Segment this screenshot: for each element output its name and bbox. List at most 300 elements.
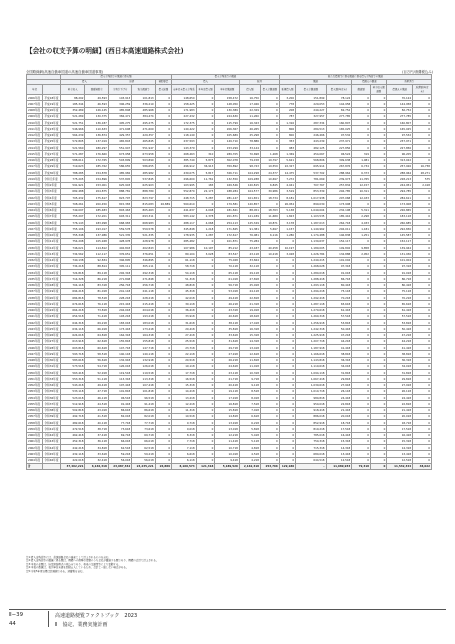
value-cell: 0	[196, 282, 215, 288]
era-year-cell: 平成24年度	[44, 133, 59, 138]
value-cell: 24,235,221	[132, 463, 155, 469]
value-cell: 0	[413, 251, 432, 257]
value-cell: 13,418	[326, 451, 352, 457]
value-cell: 2,162,318	[239, 463, 260, 469]
value-cell: 0	[370, 313, 386, 319]
value-cell: 345,848	[172, 226, 197, 232]
value-cell: 21,718	[215, 376, 240, 382]
note: 注3:本表の金額は、協定締結時点の見込みであり、将来の交通量等により変動する。	[26, 562, 121, 566]
value-cell: 149,710	[215, 138, 240, 144]
value-cell: 3,178	[279, 220, 295, 226]
era-year-cell: 令和21年度	[44, 301, 59, 306]
value-cell: 101,651	[239, 195, 260, 201]
era-year-cell: 令和9年度	[43, 226, 61, 232]
value-cell: 823,797	[132, 195, 155, 201]
value-cell: 51,318	[172, 276, 197, 282]
value-cell: 13,218	[172, 395, 197, 401]
value-cell: 10,311	[352, 188, 371, 194]
value-cell: 82,018	[108, 413, 131, 419]
value-cell: 0	[279, 282, 295, 288]
value-cell: 42,018	[172, 295, 197, 301]
value-cell: 19,118	[172, 363, 197, 369]
value-cell: 60,618	[85, 345, 108, 351]
value-cell: 0	[155, 132, 171, 138]
value-cell: 591,921	[60, 182, 85, 188]
era-year-cell: 令和41年度	[44, 426, 59, 431]
value-cell: 152,117	[326, 238, 352, 244]
value-cell: 33,618	[215, 332, 240, 338]
value-cell: 57,518	[387, 313, 413, 319]
value-cell: 147,718	[108, 345, 131, 351]
value-cell: 353	[279, 138, 295, 144]
era-year-cell: 令和27年度	[44, 339, 59, 344]
value-cell: 160,807	[326, 120, 352, 126]
era-year-cell: 令和13年度	[44, 251, 59, 256]
value-cell: 0	[260, 457, 279, 463]
value-cell: 292,318	[108, 270, 131, 276]
era-year-cell: 平成27年度	[44, 151, 59, 156]
value-cell: 173,908	[387, 201, 413, 207]
value-cell: 78,518	[85, 295, 108, 301]
era-year-cell: 令和43年度	[44, 439, 59, 444]
era-year-cell: 平成26年度	[44, 145, 59, 150]
value-cell: 502,818	[60, 407, 85, 413]
value-cell: 402,843	[108, 245, 131, 251]
value-cell: 1,039,618	[296, 382, 326, 388]
value-cell: 172,201	[85, 213, 108, 219]
era-year-cell: 令和16年度	[44, 270, 59, 275]
value-cell: 277,785	[387, 113, 413, 119]
value-cell: 805,463	[132, 207, 155, 213]
value-cell: 503,899	[108, 157, 131, 163]
value-cell: 26,218	[215, 357, 240, 363]
era-year-cell: 令和42年度	[44, 433, 59, 438]
note: 注2:借入金残高等の償還に係る額は、機構への債務引受額のうち会社が償還する額であり、機構の会計で計上される。	[26, 559, 159, 563]
value-cell: 0	[196, 420, 215, 426]
value-cell: 0	[260, 376, 279, 382]
value-cell: 0	[370, 276, 386, 282]
value-cell: 204,875	[85, 188, 108, 194]
value-cell: 0	[279, 370, 295, 376]
era-year-cell: 令和38年度	[44, 408, 59, 413]
value-cell: 43,018	[85, 407, 108, 413]
value-cell: 58,518	[85, 351, 108, 357]
value-cell: 0	[370, 307, 386, 313]
fiscal-year-cell: 2032年度	[27, 257, 43, 263]
value-cell: 0	[413, 457, 432, 463]
value-cell: 0	[155, 288, 171, 294]
value-cell: 0	[413, 245, 432, 251]
value-cell: 175,617	[85, 195, 108, 201]
value-cell: 563,418	[60, 370, 85, 376]
value-cell: 23,987,342	[108, 463, 131, 469]
value-cell: 82,018	[132, 413, 155, 419]
value-cell: 97,532	[326, 132, 352, 138]
value-cell: 181,841	[215, 207, 240, 213]
value-cell: 0	[370, 338, 386, 344]
value-cell: 80,418	[387, 282, 413, 288]
value-cell: 0	[155, 182, 171, 188]
value-cell: 0	[155, 176, 171, 182]
value-cell: 521,751	[60, 120, 85, 126]
value-cell: 552,870	[172, 188, 197, 194]
value-cell: 12,218	[215, 432, 240, 438]
value-cell: 27,418	[172, 332, 197, 338]
value-cell: 0	[260, 257, 279, 263]
value-cell: 0	[370, 357, 386, 363]
value-cell: 6,146,318	[85, 463, 108, 469]
value-cell: 1,225,918	[296, 332, 326, 338]
value-cell: 0	[260, 420, 279, 426]
era-year-cell: 令和7年度	[43, 213, 61, 219]
value-cell: 0	[260, 238, 279, 244]
value-cell: 0	[413, 326, 432, 332]
column-header: 本年度借入額	[196, 85, 215, 95]
value-cell: 4,068	[196, 220, 215, 226]
value-cell: 11,765	[352, 176, 371, 182]
value-cell: 586,655	[108, 163, 131, 169]
value-cell: 0	[413, 420, 432, 426]
value-cell: 485,982	[132, 170, 155, 176]
value-cell: 0	[155, 138, 171, 144]
value-cell: 36,318	[387, 357, 413, 363]
value-cell: 0	[413, 282, 432, 288]
value-cell: 0	[260, 301, 279, 307]
value-cell: 15,318	[326, 438, 352, 444]
value-cell: 9,718	[172, 420, 197, 426]
value-cell: 0	[352, 420, 371, 426]
value-cell: 384,471	[108, 113, 131, 119]
value-cell: 695,914	[296, 163, 326, 169]
value-cell: 668,983	[132, 220, 155, 226]
value-cell: 83,318	[85, 282, 108, 288]
value-cell: 0	[370, 245, 386, 251]
era-year-cell	[43, 463, 61, 469]
value-cell: 0	[196, 95, 215, 101]
era-year-cell: 令和5年度	[43, 201, 61, 207]
fiscal-year-cell: 2006年度	[27, 95, 43, 101]
value-cell: 0	[370, 326, 386, 332]
value-cell: 0	[370, 126, 386, 132]
value-cell: 0	[279, 363, 295, 369]
value-cell: 83,547	[215, 251, 240, 257]
value-cell: 101,818	[108, 388, 131, 394]
fiscal-year-cell: 2059年度	[27, 426, 43, 432]
value-cell: 241,118	[108, 288, 131, 294]
value-cell: 1,268	[260, 151, 279, 157]
value-cell: 10,518	[172, 413, 197, 419]
value-cell: 0	[413, 357, 432, 363]
value-cell: 0	[155, 307, 171, 313]
value-cell: 239,973	[326, 176, 352, 182]
value-cell: 0	[352, 282, 371, 288]
value-cell: 0	[370, 301, 386, 307]
value-cell: 559,578	[132, 226, 155, 232]
value-cell: 0	[370, 413, 386, 419]
column-header: 借入額(年度末)	[326, 85, 352, 95]
budget-table	[26, 74, 432, 470]
era-year-cell: 令和11年度	[44, 239, 59, 244]
fiscal-year-cell: 2022年度	[27, 195, 43, 201]
value-cell: 429,357	[132, 132, 155, 138]
value-cell: 0	[196, 101, 215, 107]
value-cell: 0	[196, 363, 215, 369]
value-cell: 54,718	[85, 363, 108, 369]
fiscal-year-cell: 2024年度	[27, 207, 43, 213]
value-cell: 0	[155, 120, 171, 126]
value-cell: 24,618	[215, 363, 240, 369]
value-cell: 0	[370, 163, 386, 169]
value-cell: 482,125	[296, 145, 326, 151]
era-year-cell: 令和6年度	[43, 207, 61, 213]
value-cell: 0	[279, 270, 295, 276]
value-cell: 17,718	[172, 370, 197, 376]
value-cell: 0	[413, 370, 432, 376]
value-cell: 56,718	[215, 282, 240, 288]
value-cell: 0	[196, 138, 215, 144]
era-year-cell: 令和45年度	[44, 451, 59, 456]
value-cell: 107,986	[172, 245, 197, 251]
value-cell: 5,873	[196, 157, 215, 163]
value-cell: 0	[352, 451, 371, 457]
value-cell: 0	[370, 451, 386, 457]
value-cell: 8,518	[239, 388, 260, 394]
value-cell: 164,318	[132, 332, 155, 338]
value-cell: 492,718	[60, 413, 85, 419]
value-cell: 0	[155, 426, 171, 432]
value-cell: 0	[260, 282, 279, 288]
value-cell: 0	[260, 426, 279, 432]
value-cell: 0	[155, 326, 171, 332]
value-cell: 232,198	[326, 207, 352, 213]
fiscal-year-cell: 2007年度	[27, 101, 43, 107]
value-cell: 750,318	[296, 438, 326, 444]
value-cell: 173,418	[132, 326, 155, 332]
value-cell: 625,903	[132, 182, 155, 188]
value-cell: 313,022	[387, 157, 413, 163]
value-cell: 0	[370, 101, 386, 107]
value-cell: 204,018	[132, 307, 155, 313]
value-cell: 39,118	[172, 301, 197, 307]
column-header: 借入金償還額	[296, 85, 326, 95]
value-cell: 1,251	[352, 232, 371, 238]
value-cell: 0	[196, 407, 215, 413]
value-cell: 70,118	[215, 263, 240, 269]
value-cell: 241,118	[132, 288, 155, 294]
era-year-cell: 令和31年度	[44, 364, 59, 369]
fiscal-year-cell: 2039年度	[27, 301, 43, 307]
value-cell: 0	[196, 376, 215, 382]
value-cell: 0	[260, 407, 279, 413]
value-cell: 31,618	[172, 320, 197, 326]
value-cell: 256,718	[108, 282, 131, 288]
value-cell: 0	[155, 188, 171, 194]
value-cell: 107,418	[108, 382, 131, 388]
value-cell: 10,697	[260, 176, 279, 182]
value-cell: 113,318	[108, 376, 131, 382]
value-cell: 654,518	[60, 313, 85, 319]
era-year-cell: 令和40年度	[44, 420, 59, 425]
era-year-cell: 平成19年度	[44, 101, 59, 106]
value-cell: 59,218	[108, 451, 131, 457]
column-header: 前年度末借入金残高	[172, 85, 197, 95]
value-cell: 118,149	[172, 132, 197, 138]
value-cell: 0	[260, 332, 279, 338]
fiscal-year-cell: 計	[27, 463, 43, 469]
column-header: 年度	[27, 85, 43, 95]
value-cell: 543,218	[60, 382, 85, 388]
fiscal-year-cell: 2014年度	[27, 145, 43, 151]
value-cell: 62,518	[132, 445, 155, 451]
value-cell: 0	[155, 226, 171, 232]
value-cell: 0	[413, 388, 432, 394]
value-cell: 0	[413, 232, 432, 238]
value-cell: 97,318	[387, 263, 413, 269]
value-cell: 1,292,418	[296, 295, 326, 301]
era-year-cell: 令和39年度	[44, 414, 59, 419]
value-cell: 785,018	[296, 432, 326, 438]
value-cell: 62,618	[85, 338, 108, 344]
fiscal-year-cell: 2021年度	[27, 188, 43, 194]
value-cell: 24,377	[260, 170, 279, 176]
value-cell: 734,562	[60, 251, 85, 257]
value-cell: 77,718	[132, 420, 155, 426]
value-cell: 4,048	[196, 207, 215, 213]
fiscal-year-cell: 2025年度	[27, 213, 43, 219]
value-cell: 73,818	[85, 307, 108, 313]
value-cell: 0	[260, 132, 279, 138]
value-cell: 27,918	[215, 351, 240, 357]
value-cell: 586,655	[132, 163, 155, 169]
value-cell: 495,275	[132, 120, 155, 126]
value-cell: 76,081	[239, 232, 260, 238]
value-cell: 165,025	[387, 126, 413, 132]
value-cell: 0	[370, 145, 386, 151]
value-cell: 1,256,918	[296, 320, 326, 326]
value-cell: 1,249,215	[296, 257, 326, 263]
value-cell: 0	[260, 382, 279, 388]
era-year-cell: 令和3年度	[43, 188, 61, 194]
value-cell: 0	[155, 370, 171, 376]
value-cell: 86,618	[132, 407, 155, 413]
value-cell: 0	[260, 201, 279, 207]
value-cell: 0	[260, 432, 279, 438]
value-cell: 173,908	[326, 201, 352, 207]
value-cell: 12,618	[239, 351, 260, 357]
value-cell: 0	[352, 382, 371, 388]
value-cell: 75,118	[387, 288, 413, 294]
value-cell: 583,142	[172, 213, 197, 219]
value-cell: 260,685	[387, 220, 413, 226]
value-cell: 11,018	[239, 363, 260, 369]
column-header: 資金調達等	[132, 85, 155, 95]
era-year-cell: 令和10年度	[44, 233, 59, 238]
value-cell: 551,947	[108, 145, 131, 151]
value-cell: 0	[260, 120, 279, 126]
value-cell: 0	[413, 276, 432, 282]
value-cell: 0	[260, 451, 279, 457]
value-cell: 137,019	[85, 138, 108, 144]
value-cell: 0	[260, 276, 279, 282]
value-cell: 0	[260, 145, 279, 151]
value-cell: 465,845	[132, 138, 155, 144]
value-cell: 0	[370, 282, 386, 288]
value-cell: 1,279,618	[296, 307, 326, 313]
value-cell: 428,978	[132, 238, 155, 244]
value-cell: 521,289	[60, 113, 85, 119]
value-cell: 0	[260, 307, 279, 313]
sub-header: 返済	[108, 80, 155, 85]
value-cell: 0	[279, 263, 295, 269]
value-cell: 14,318	[326, 445, 352, 451]
value-cell: 176,660	[85, 151, 108, 157]
value-cell: 19,797	[260, 157, 279, 163]
value-cell: 91,018	[387, 270, 413, 276]
value-cell: 571,287	[60, 151, 85, 157]
value-cell: 625,903	[108, 182, 131, 188]
value-cell: 0	[352, 326, 371, 332]
footer-separator	[48, 611, 49, 627]
value-cell: 376,651	[132, 251, 155, 257]
value-cell: 43,318	[215, 307, 240, 313]
value-cell: 0	[196, 451, 215, 457]
value-cell: 0	[196, 351, 215, 357]
value-cell: 19,118	[215, 388, 240, 394]
value-cell: 171,983	[172, 107, 197, 113]
value-cell: 0	[352, 401, 371, 407]
value-cell: 29,118	[239, 270, 260, 276]
fiscal-year-cell: 2044年度	[27, 332, 43, 338]
value-cell: 0	[196, 238, 215, 244]
value-cell: 0	[370, 295, 386, 301]
value-cell: 0	[155, 338, 171, 344]
value-cell: 488,117	[172, 220, 197, 226]
fiscal-year-cell: 2046年度	[27, 345, 43, 351]
value-cell: 86,718	[387, 276, 413, 282]
era-year-cell: 令和44年度	[44, 445, 59, 450]
value-cell: 0	[260, 126, 279, 132]
value-cell: 14,318	[387, 445, 413, 451]
value-cell: 75,118	[326, 288, 352, 294]
value-cell: 7,518	[239, 401, 260, 407]
value-cell: 684,818	[60, 295, 85, 301]
value-cell: 89,118	[85, 270, 108, 276]
value-cell: 66,018	[132, 438, 155, 444]
value-cell: 1,187,918	[296, 345, 326, 351]
value-cell: 6,734	[352, 163, 371, 169]
value-cell: 171,845	[215, 226, 240, 232]
value-cell: 179,581	[215, 201, 240, 207]
value-cell: 28,271	[413, 170, 432, 176]
fiscal-year-cell: 2023年度	[27, 201, 43, 207]
value-cell: 0	[352, 320, 371, 326]
value-cell: 24,418	[387, 395, 413, 401]
value-cell: 5,697	[260, 226, 279, 232]
value-cell: 285,482	[172, 238, 197, 244]
value-cell: 78,124	[326, 95, 352, 101]
value-cell: 564,239	[60, 132, 85, 138]
value-cell: 0	[196, 301, 215, 307]
value-cell: 0	[155, 245, 171, 251]
value-cell: 164,318	[108, 332, 131, 338]
value-cell: 0	[413, 270, 432, 276]
value-cell: 443,239	[296, 138, 326, 144]
value-cell: 0	[155, 413, 171, 419]
value-cell: 0	[196, 413, 215, 419]
sub-header: 補助事業	[155, 80, 171, 85]
value-cell: 0	[413, 438, 432, 444]
value-cell: 120,857	[239, 201, 260, 207]
